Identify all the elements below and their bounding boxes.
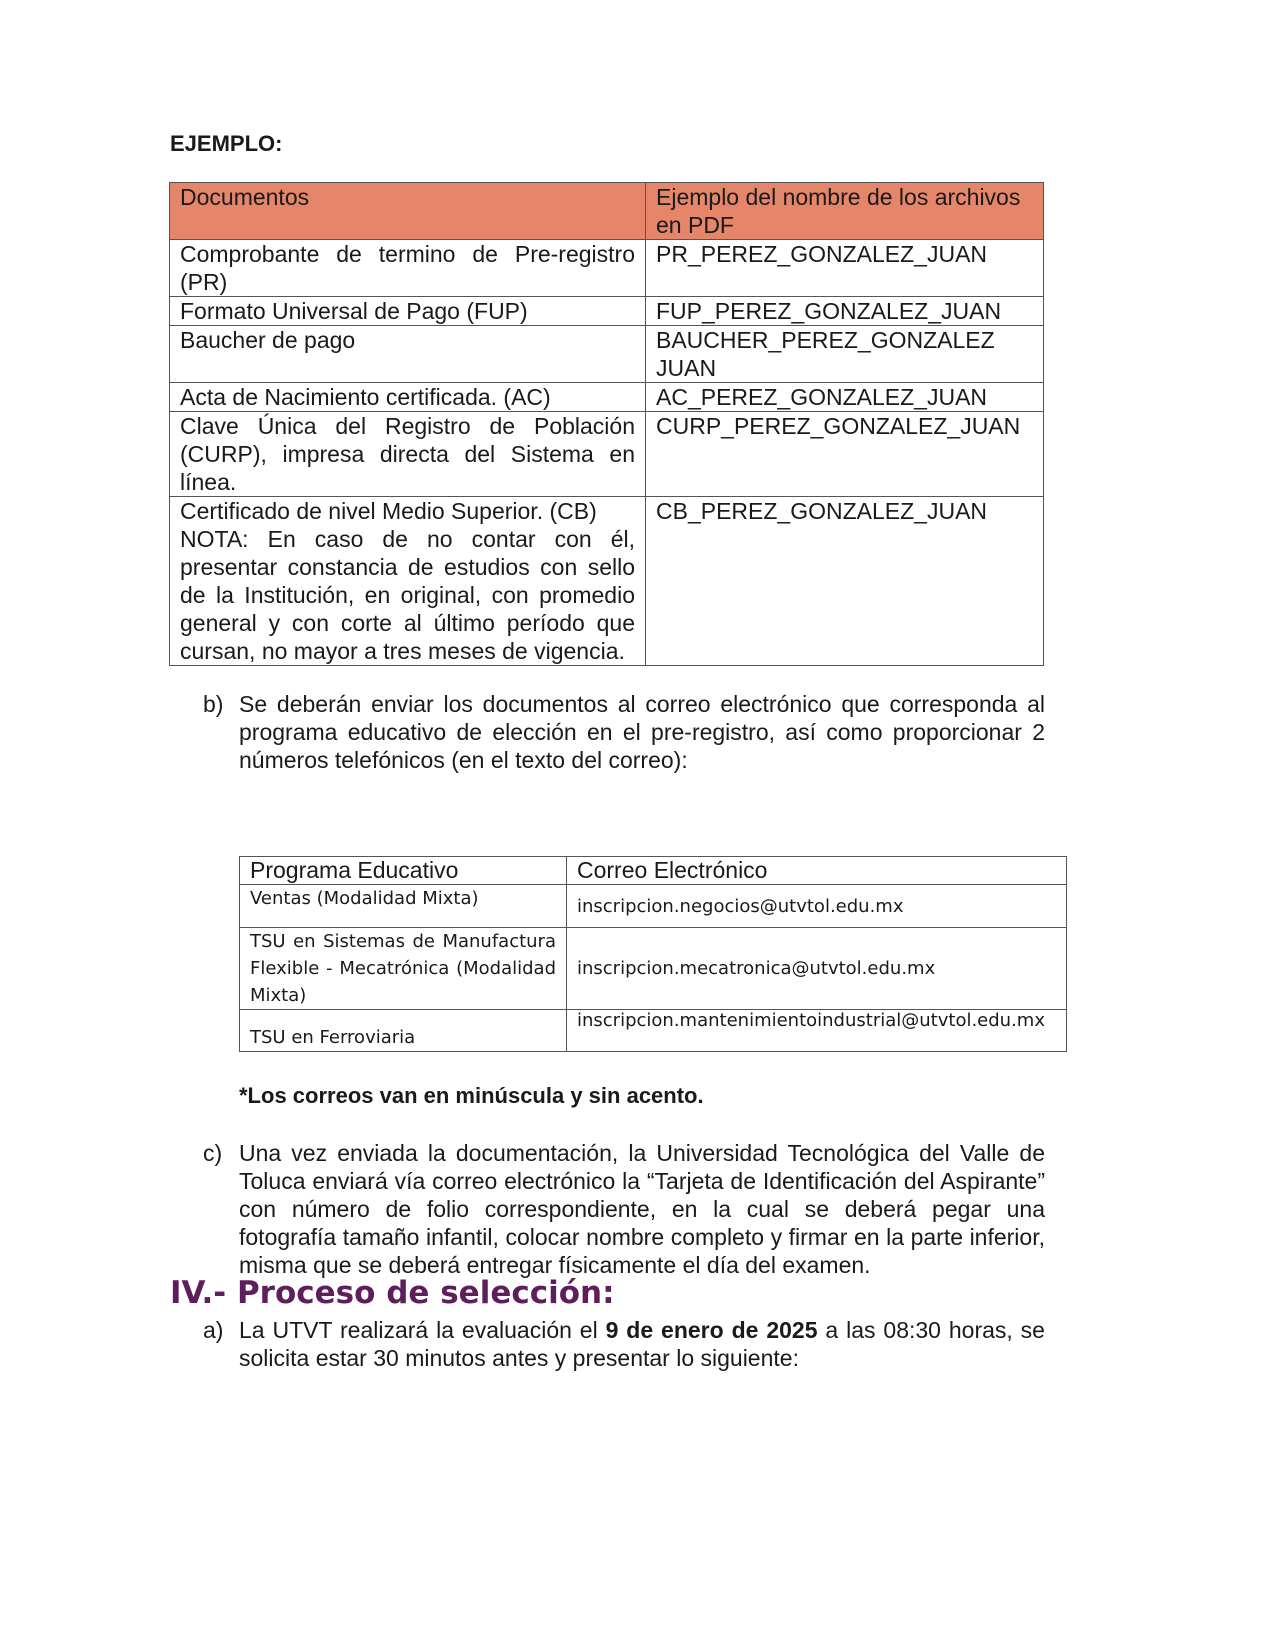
item-c-label: c) — [203, 1140, 223, 1166]
header-documents: Documentos — [170, 183, 646, 240]
table-row — [170, 326, 1044, 383]
item-b-text: Se deberán enviar los documentos al correo electrónico que corresponda al programa educativo de elección en el pre-registro, así como proporcionar 2 números telefónicos (en el texto del correo): — [239, 691, 1045, 773]
exam-date: 9 de enero de 2025 — [605, 1317, 818, 1343]
doc-cell: Formato Universal de Pago (FUP) — [170, 297, 646, 326]
doc-cell: Baucher de pago — [170, 326, 646, 383]
file-cell: AC_PEREZ_GONZALEZ_JUAN — [646, 383, 1044, 412]
table-header-row — [170, 183, 1044, 240]
file-cell: CB_PEREZ_GONZALEZ_JUAN — [646, 497, 1044, 666]
item-c-text: Una vez enviada la documentación, la Universidad Tecnológica del Valle de Toluca enviará vía correo electrónico la “Tarjeta de Identificación del Aspirante” con número de folio correspondiente, en la cual se deberá pegar una fotografía tamaño infantil, colocar nombre completo y firmar en la parte inferior, misma que se deberá entregar físicamente el día del examen. — [239, 1140, 1045, 1278]
item-c — [203, 1139, 1045, 1279]
doc-cell: Clave Única del Registro de Población (CURP), impresa directa del Sistema en línea. — [170, 412, 646, 497]
item-b — [203, 690, 1045, 774]
table-row — [170, 497, 1044, 666]
file-cell: CURP_PEREZ_GONZALEZ_JUAN — [646, 412, 1044, 497]
text-before: La UTVT realizará la evaluación el — [239, 1317, 606, 1343]
doc-cell: Acta de Nacimiento certificada. (AC) — [170, 383, 646, 412]
item-iv-a-label: a) — [203, 1317, 224, 1343]
text-after: a las 08:30 horas, se solicita estar 30 minutos antes y presentar lo siguiente: — [239, 1317, 1045, 1371]
table-row — [240, 928, 1067, 1010]
section-title: IV.- Proceso de selección: — [170, 1275, 615, 1311]
table-row — [170, 383, 1044, 412]
doc-title: Certificado de nivel Medio Superior. (CB) — [180, 498, 597, 524]
item-iv-a-text — [239, 1316, 1045, 1372]
doc-cell: Comprobante de termino de Pre-registro (PR) — [170, 240, 646, 297]
program-cell: TSU en Ferroviaria — [240, 1010, 567, 1052]
file-cell: FUP_PEREZ_GONZALEZ_JUAN — [646, 297, 1044, 326]
table-row — [170, 240, 1044, 297]
email-cell[interactable]: inscripcion.mecatronica@utvtol.edu.mx — [567, 928, 1067, 1010]
file-cell: PR_PEREZ_GONZALEZ_JUAN — [646, 240, 1044, 297]
table-row — [240, 885, 1067, 928]
email-table — [239, 856, 1067, 1052]
header-email: Correo Electrónico — [567, 857, 1067, 885]
file-cell: BAUCHER_PEREZ_GONZALEZ JUAN — [646, 326, 1044, 383]
email-cell[interactable]: inscripcion.negocios@utvtol.edu.mx — [567, 885, 1067, 928]
program-cell: TSU en Sistemas de Manufactura Flexible - Mecatrónica (Modalidad Mixta) — [240, 928, 567, 1010]
table-row — [240, 1010, 1067, 1052]
email-note: *Los correos van en minúscula y sin acento. — [239, 1083, 704, 1108]
program-cell: Ventas (Modalidad Mixta) — [240, 885, 567, 928]
item-b-label: b) — [203, 691, 224, 717]
table-header-row — [240, 857, 1067, 885]
header-program: Programa Educativo — [240, 857, 567, 885]
doc-note: NOTA: En caso de no contar con él, presentar constancia de estudios con sello de la Institución, en original, con promedio general y con corte al último período que cursan, no mayor a tres meses de vigencia. — [180, 526, 635, 664]
example-heading: EJEMPLO: — [170, 131, 283, 156]
documents-table — [169, 182, 1044, 666]
header-file-example: Ejemplo del nombre de los archivos en PDF — [646, 183, 1044, 240]
item-iv-a — [203, 1316, 1045, 1372]
table-row — [170, 412, 1044, 497]
table-row — [170, 297, 1044, 326]
doc-cell — [170, 497, 646, 666]
email-cell[interactable]: inscripcion.mantenimientoindustrial@utvtol.edu.mx — [567, 1010, 1067, 1052]
